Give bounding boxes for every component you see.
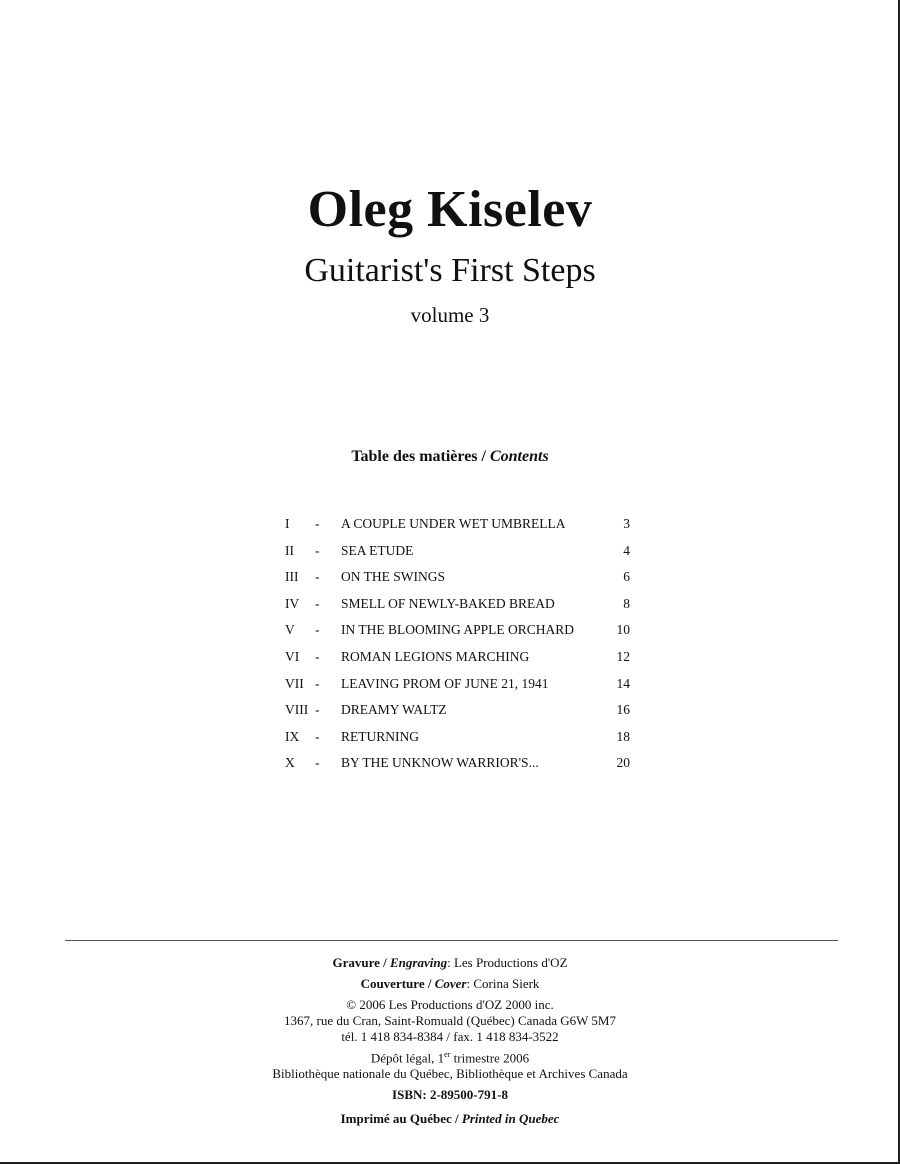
toc-page: 20 xyxy=(616,755,630,771)
legal-deposit-sup: er xyxy=(444,1050,451,1059)
toc-entry xyxy=(0,729,900,756)
contents-heading xyxy=(0,448,900,466)
toc-entry xyxy=(0,596,900,623)
legal-deposit-pre: Dépôt légal, 1 xyxy=(370,1050,445,1066)
phone-line: tél. 1 418 834-8384 / fax. 1 418 834-3522 xyxy=(341,1029,559,1044)
toc-title: ROMAN LEGIONS MARCHING xyxy=(341,648,530,664)
printed-fr: Imprimé au Québec / xyxy=(340,1111,459,1126)
toc-entry xyxy=(0,755,900,782)
toc-title: RETURNING xyxy=(341,728,419,744)
legal-deposit-line xyxy=(0,1050,900,1066)
cover-label-fr: Couverture / xyxy=(360,976,432,991)
toc-dash: - xyxy=(315,702,320,718)
toc-dash: - xyxy=(315,516,320,531)
toc-dash: - xyxy=(315,595,320,611)
toc-page: 6 xyxy=(623,569,630,585)
toc-title: BY THE UNKNOW WARRIOR'S... xyxy=(341,755,539,771)
toc-number: V xyxy=(285,622,295,638)
legal-deposit-post: trimestre 2006 xyxy=(450,1050,530,1066)
toc-title: SEA ETUDE xyxy=(341,542,414,558)
toc-entry xyxy=(0,516,900,543)
toc-dash: - xyxy=(315,648,320,664)
contents-heading-fr: Table des matières / xyxy=(351,448,486,465)
toc-title: ON THE SWINGS xyxy=(341,569,445,585)
toc-page: 18 xyxy=(616,728,630,744)
book-title: Guitarist's First Steps xyxy=(304,252,596,289)
libraries-line: Bibliothèque nationale du Québec, Bibliothèque et Archives Canada xyxy=(272,1066,628,1081)
contents-heading-en: Contents xyxy=(489,448,549,465)
printed-line xyxy=(0,1111,900,1127)
toc-entry xyxy=(0,676,900,703)
divider-rule xyxy=(65,940,838,941)
address-line: 1367, rue du Cran, Saint-Romuald (Québec) Canada G6W 5M7 xyxy=(284,1013,616,1028)
toc-dash: - xyxy=(315,569,320,585)
engraving-label-fr: Gravure / xyxy=(332,955,387,970)
toc-number: II xyxy=(285,542,294,558)
volume-label: volume 3 xyxy=(410,303,490,327)
toc-page: 12 xyxy=(616,648,630,664)
copyright-line: © 2006 Les Productions d'OZ 2000 inc. xyxy=(346,997,554,1012)
engraving-credit xyxy=(0,955,900,971)
toc-dash: - xyxy=(315,675,320,691)
toc-number: III xyxy=(285,569,299,585)
toc-title: A COUPLE UNDER WET UMBRELLA xyxy=(341,516,566,531)
isbn-line xyxy=(0,1087,900,1103)
toc-entry xyxy=(0,622,900,649)
toc-page: 8 xyxy=(623,595,630,611)
isbn: ISBN: 2-89500-791-8 xyxy=(392,1087,508,1102)
toc-dash: - xyxy=(315,755,320,771)
toc-number: X xyxy=(285,755,295,771)
toc-number: VI xyxy=(285,648,300,664)
toc-number: IV xyxy=(285,595,300,611)
printed-en: Printed in Quebec xyxy=(461,1111,560,1126)
cover-credit xyxy=(0,976,900,992)
toc-dash: - xyxy=(315,728,320,744)
cover-label-en: Cover xyxy=(434,976,467,991)
toc-page: 4 xyxy=(623,542,630,558)
toc-number: I xyxy=(285,516,290,531)
table-of-contents xyxy=(0,516,900,782)
toc-entry xyxy=(0,702,900,729)
toc-number: VIII xyxy=(285,702,309,718)
toc-number: IX xyxy=(285,728,300,744)
toc-page: 10 xyxy=(616,622,630,638)
toc-title: IN THE BLOOMING APPLE ORCHARD xyxy=(341,622,575,638)
toc-dash: - xyxy=(315,622,320,638)
toc-entry xyxy=(0,649,900,676)
engraving-value: : Les Productions d'OZ xyxy=(447,955,568,970)
toc-number: VII xyxy=(285,675,304,691)
toc-entry xyxy=(0,569,900,596)
toc-page: 14 xyxy=(616,675,630,691)
engraving-label-en: Engraving xyxy=(390,955,448,970)
toc-title: SMELL OF NEWLY-BAKED BREAD xyxy=(341,595,555,611)
author-name: Oleg Kiselev xyxy=(307,181,593,238)
cover-value: : Corina Sierk xyxy=(466,976,540,991)
toc-dash: - xyxy=(315,542,320,558)
toc-title: LEAVING PROM OF JUNE 21, 1941 xyxy=(341,675,549,691)
toc-title: DREAMY WALTZ xyxy=(341,702,447,718)
toc-entry xyxy=(0,543,900,570)
toc-page: 3 xyxy=(623,516,630,531)
toc-page: 16 xyxy=(616,702,630,718)
